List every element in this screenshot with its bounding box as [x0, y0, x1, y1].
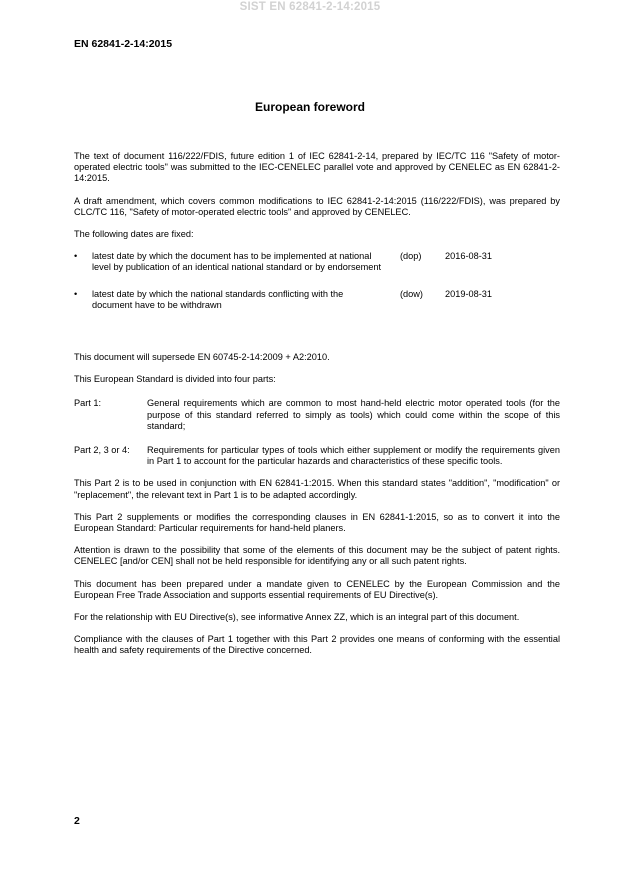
paragraph-supplements: This Part 2 supplements or modifies the corresponding clauses in EN 62841-1:2015, so as to convert it into the European Standard: Particular requirements for hand-held planers.	[74, 511, 560, 534]
part-description: Requirements for particular types of tools which either supplement or modify the requirements given in Part 1 to account for the particular hazards and characteristics of these specific tools.	[147, 445, 560, 467]
document-body	[74, 151, 560, 657]
part-description: General requirements which are common to most hand-held electric motor operated tools (for the purpose of this standard referred to simply as tools) which could come within the scope of this standard;	[147, 398, 560, 431]
page-title: European foreword	[254, 100, 365, 114]
paragraph-supersede: This document will supersede EN 60745-2-14:2009 + A2:2010.	[74, 352, 330, 363]
paragraph-mandate: This document has been prepared under a mandate given to CENELEC by the European Commission and the European Free Trade Association and supports essential requirements of EU Directive(s).	[74, 578, 560, 600]
date-item-abbr: (dow)	[400, 288, 423, 299]
paragraph-annex-zz: For the relationship with EU Directive(s), see informative Annex ZZ, which is an integral part of this document.	[74, 612, 520, 623]
page-number: 2	[74, 815, 80, 827]
date-item-text: latest date by which the document has to be implemented at national level by publication of an identical national standard or by endorsement	[92, 251, 382, 273]
watermark: SIST EN 62841-2-14:2015	[239, 1, 381, 13]
paragraph-dates-intro: The following dates are fixed:	[74, 229, 194, 240]
date-item-abbr: (dop)	[400, 251, 422, 262]
part-item-1	[74, 398, 560, 432]
part-label: Part 2, 3 or 4:	[74, 445, 130, 456]
bullet-icon: •	[74, 288, 78, 299]
part-item-2	[74, 445, 560, 467]
paragraph-parts-intro: This European Standard is divided into four parts:	[74, 374, 276, 385]
part-label: Part 1:	[74, 398, 102, 409]
paragraph-draft-amendment: A draft amendment, which covers common modifications to IEC 62841-2-14:2015 (116/222/FDIS), was prepared by CLC/TC 116, "Safety of motor-operated electric tools" and approved by CENELEC.	[74, 195, 560, 217]
paragraph-conjunction: This Part 2 is to be used in conjunction with EN 62841-1:2015. When this standard states "addition", "modification" or "replacement", the relevant text in Part 1 is to be adapted accordingly.	[74, 478, 560, 500]
paragraph-compliance: Compliance with the clauses of Part 1 together with this Part 2 provides one means of conforming with the essential health and safety requirements of the Directive concerned.	[74, 634, 560, 656]
date-item-date: 2016-08-31	[445, 251, 492, 262]
paragraph-fdis: The text of document 116/222/FDIS, future edition 1 of IEC 62841-2-14, prepared by IEC/TC 116 "Safety of motor-operated electric tools" was submitted to the IEC-CENELEC parallel vote and approved by CENELEC as EN 62841-2-14:2015.	[74, 151, 560, 184]
document-id-header: EN 62841-2-14:2015	[74, 38, 173, 50]
date-item-dop	[74, 251, 560, 273]
date-item-text: latest date by which the national standards conflicting with the document have to be withdrawn	[92, 288, 344, 310]
bullet-icon: •	[74, 251, 78, 262]
date-item-dow	[74, 289, 560, 311]
paragraph-patent-rights: Attention is drawn to the possibility that some of the elements of this document may be the subject of patent rights. CENELEC [and/or CEN] shall not be held responsible for identifying any or all such patent rights.	[74, 545, 560, 567]
date-item-date: 2019-08-31	[445, 288, 492, 299]
